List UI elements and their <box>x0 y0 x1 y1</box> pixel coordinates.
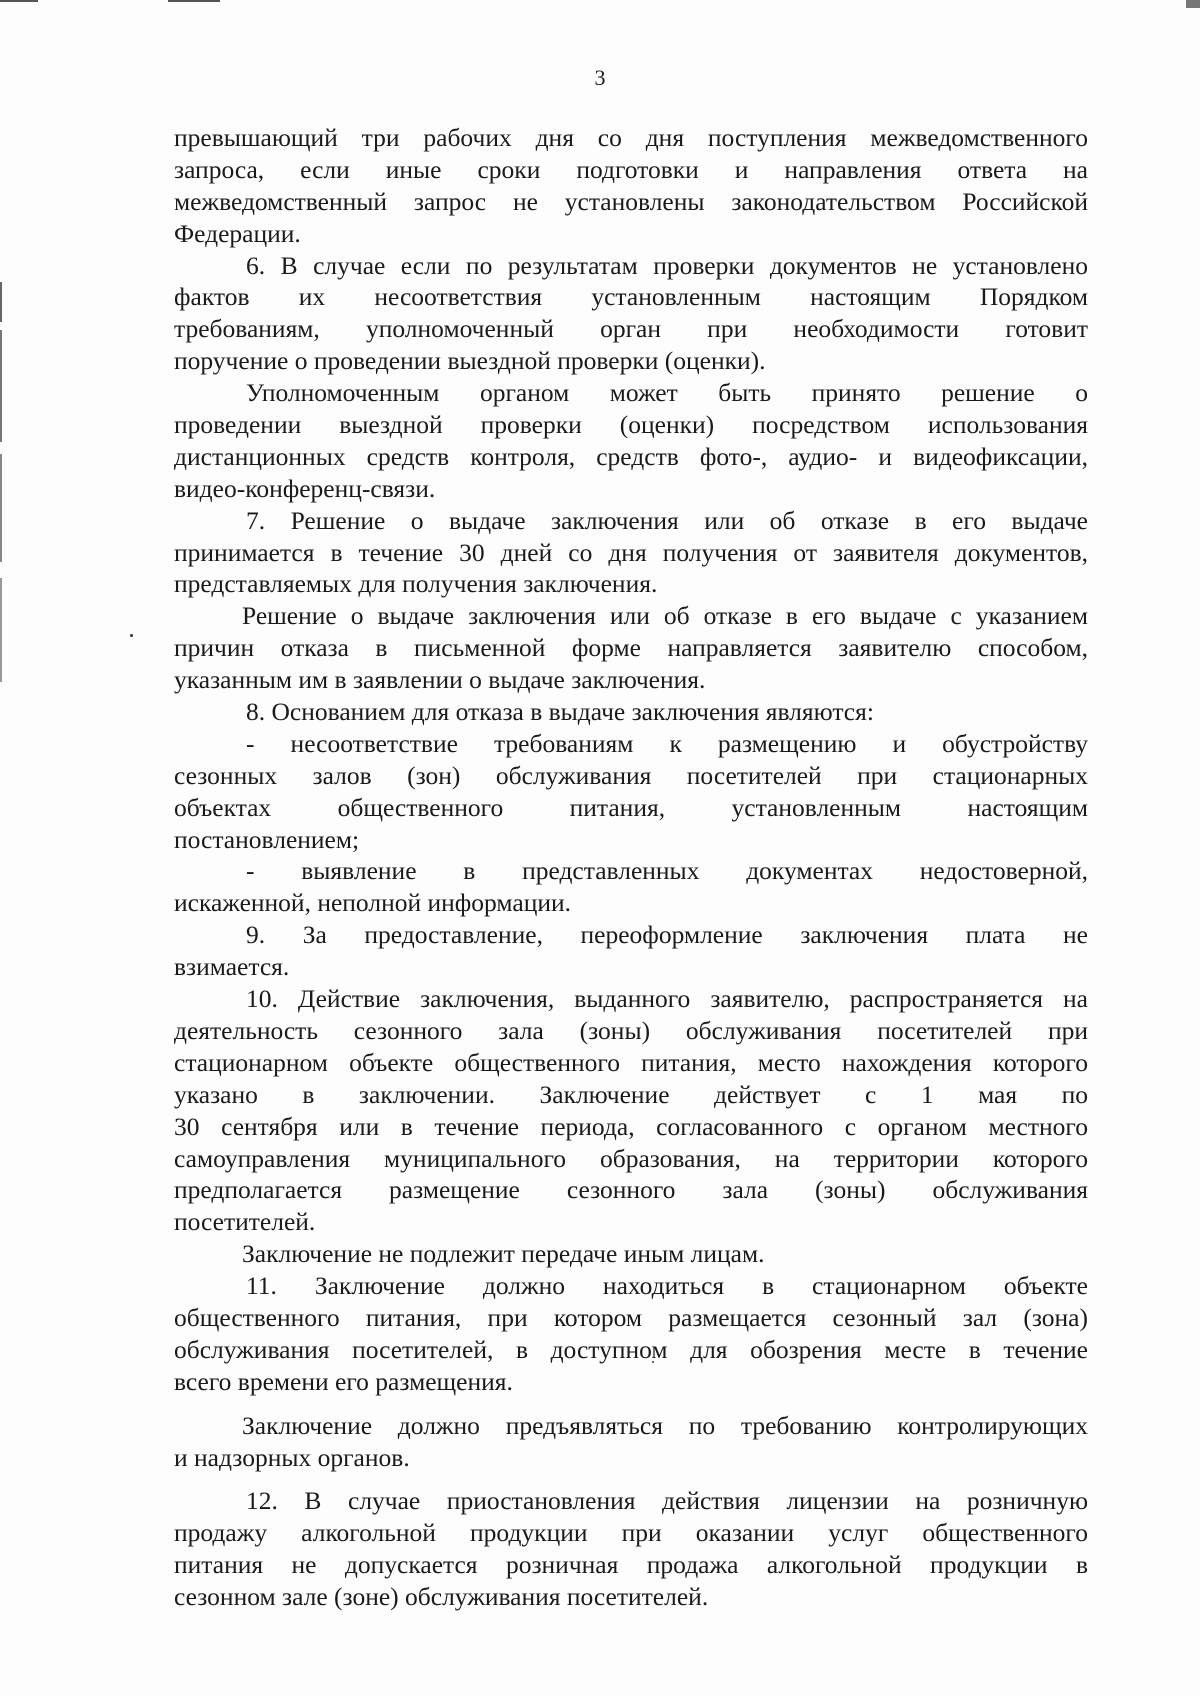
paragraph-gap <box>174 1398 1088 1410</box>
text-line: посетителей. <box>174 1207 316 1237</box>
text-line: проведении выездной проверки (оценки) посредством использования <box>174 410 1088 440</box>
text-line: объектах общественного питания, установленным настоящим <box>174 792 1088 822</box>
text-line: общественного питания, при котором размещается сезонный зал (зона) <box>174 1302 1088 1332</box>
text-line: сезонных залов (зон) обслуживания посетителей при стационарных <box>174 760 1088 790</box>
document-body <box>174 122 1088 1613</box>
text-line: - выявление в представленных документах недостоверной, <box>246 856 1088 886</box>
scan-speck <box>130 634 133 637</box>
text-line: самоуправления муниципального образования, на территории которого <box>174 1143 1088 1173</box>
text-line: требованиям, уполномоченный орган при необходимости готовит <box>174 314 1088 344</box>
scan-margin-line <box>0 282 2 682</box>
scan-edge-mark <box>1186 0 1200 8</box>
text-line: 11. Заключение должно находиться в стационарном объекте <box>246 1271 1088 1301</box>
text-line: видео-конференц-связи. <box>174 473 436 503</box>
text-line: представляемых для получения заключения. <box>174 569 658 599</box>
text-line: дистанционных средств контроля, средств фото-, аудио- и видеофиксации, <box>174 441 1088 471</box>
paragraph-gap <box>174 1473 1088 1485</box>
text-line: предполагается размещение сезонного зала (зоны) обслуживания <box>174 1175 1088 1205</box>
text-line: 12. В случае приостановления действия лицензии на розничную <box>246 1486 1088 1516</box>
text-line: указанным им в заявлении о выдаче заключения. <box>174 665 706 695</box>
text-line: стационарном объекте общественного питания, место нахождения которого <box>174 1047 1088 1077</box>
text-line: указано в заключении. Заключение действует с 1 мая по <box>174 1079 1088 1109</box>
text-line: Заключение должно предъявляться по требованию контролирующих <box>242 1410 1088 1440</box>
text-line: обслуживания посетителей, в доступном для обозрения месте в течение <box>174 1334 1088 1364</box>
text-line: 8. Основанием для отказа в выдаче заключения являются: <box>246 697 874 727</box>
text-line: взимается. <box>174 952 290 982</box>
text-line: постановлением; <box>174 824 360 854</box>
text-line: принимается в течение 30 дней со дня получения от заявителя документов, <box>174 537 1088 567</box>
text-line: 7. Решение о выдаче заключения или об отказе в его выдаче <box>246 505 1088 535</box>
text-line: 9. За предоставление, переоформление заключения плата не <box>246 920 1088 950</box>
text-line: искаженной, неполной информации. <box>174 888 572 918</box>
text-line: межведомственный запрос не установлены законодательством Российской <box>174 186 1088 216</box>
text-line: Решение о выдаче заключения или об отказе в его выдаче с указанием <box>242 601 1088 631</box>
text-line: запроса, если иные сроки подготовки и направления ответа на <box>174 154 1088 184</box>
text-line: 10. Действие заключения, выданного заявителю, распространяется на <box>246 984 1088 1014</box>
text-line: 6. В случае если по результатам проверки документов не установлено <box>246 250 1088 280</box>
text-line: поручение о проведении выездной проверки (оценки). <box>174 346 766 376</box>
text-line: питания не допускается розничная продажа алкогольной продукции в <box>174 1550 1088 1580</box>
text-line: - несоответствие требованиям к размещению и обустройству <box>246 728 1088 758</box>
text-line: причин отказа в письменной форме направляется заявителю способом, <box>174 633 1088 663</box>
text-line: Заключение не подлежит передаче иным лицам. <box>242 1239 765 1269</box>
text-line: превышающий три рабочих дня со дня поступления межведомственного <box>174 123 1088 152</box>
scan-edge-mark <box>168 0 220 2</box>
text-line: фактов их несоответствия установленным настоящим Порядком <box>174 282 1088 312</box>
scan-edge-mark <box>0 0 38 2</box>
text-line: продажу алкогольной продукции при оказании услуг общественного <box>174 1518 1088 1548</box>
text-line: и надзорных органов. <box>174 1442 410 1472</box>
text-line: Уполномоченным органом может быть принято решение о <box>246 378 1088 408</box>
text-line: 30 сентября или в течение периода, согласованного с органом местного <box>174 1111 1088 1141</box>
text-line: Федерации. <box>174 218 301 248</box>
text-line: сезонном зале (зоне) обслуживания посетителей. <box>174 1582 709 1612</box>
text-line: деятельность сезонного зала (зоны) обслуживания посетителей при <box>174 1015 1088 1045</box>
text-line: всего времени его размещения. <box>174 1366 513 1396</box>
page-number: 3 <box>594 65 606 90</box>
